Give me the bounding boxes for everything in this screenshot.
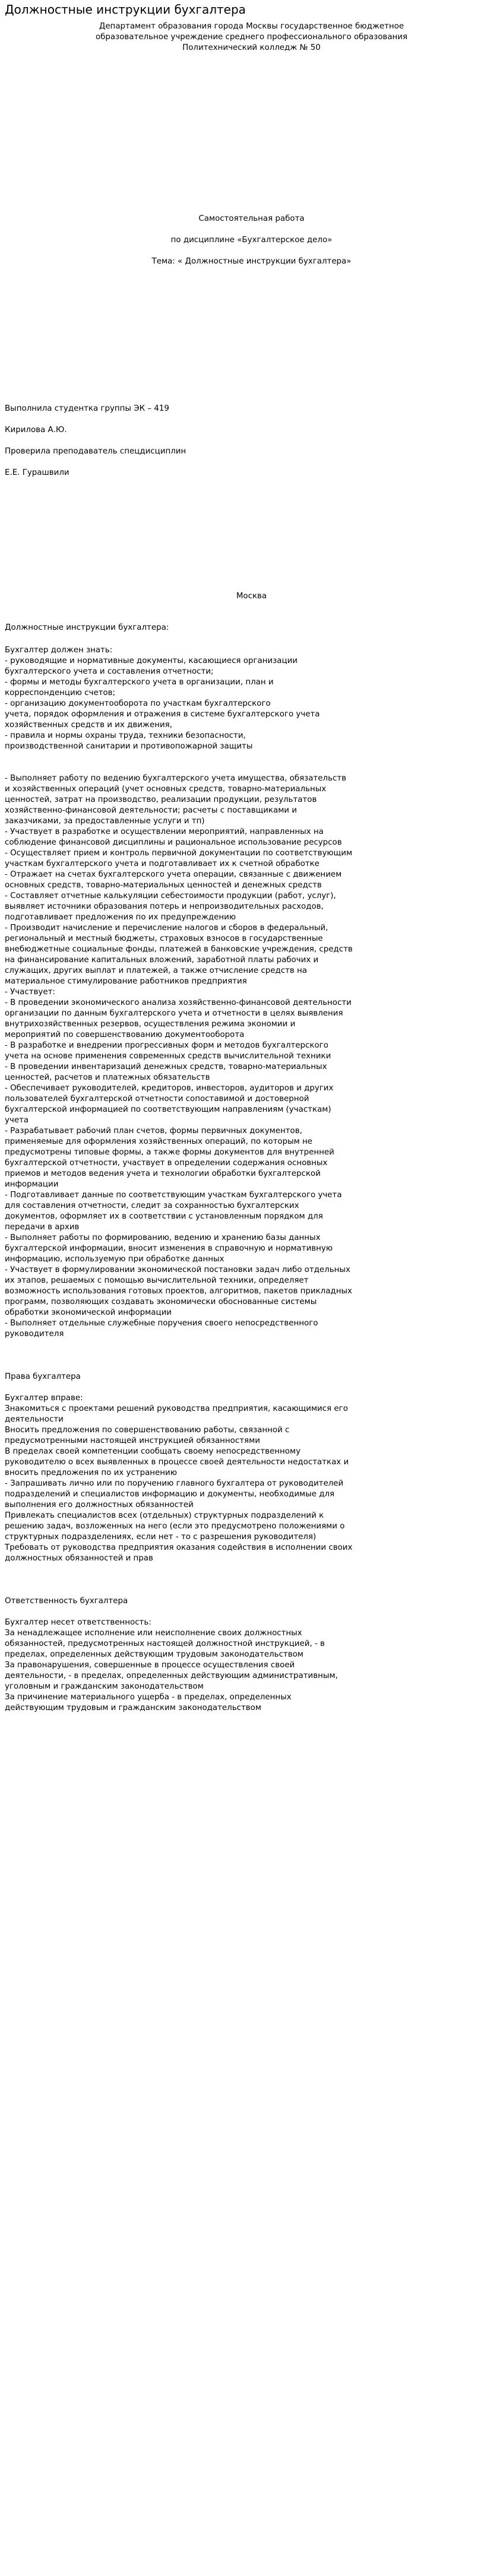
- knowledge-lead: Бухгалтер должен знать:: [5, 646, 113, 655]
- duty-line: информацию, используемую при обработке данных: [5, 1255, 224, 1264]
- responsibility-line: обязанностей, предусмотренных настоящей должностной инструкцией, - в: [5, 1639, 325, 1648]
- duty-line: - Отражает на счетах бухгалтерского учета операции, связанные с движением: [5, 870, 342, 879]
- duty-line: учета на основе применения современных средств вычислительной техники: [5, 1052, 331, 1061]
- duty-line: - Составляет отчетные калькуляции себестоимости продукции (работ, услуг),: [5, 892, 336, 900]
- knowledge-line: бухгалтерского учета и составления отчетности;: [5, 667, 214, 676]
- duty-line: возможность использования готовых проектов, алгоритмов, пакетов прикладных: [5, 1287, 352, 1296]
- duty-line: пользователей бухгалтерской отчетности сопоставимой и достоверной: [5, 1095, 309, 1103]
- duty-line: документов, оформляет их в соответствии с установленным порядком для: [5, 1212, 323, 1221]
- document-heading: Должностные инструкции бухгалтера:: [5, 623, 169, 632]
- right-line: руководителю о всех выявленных в процессе своей деятельности недостатках и: [5, 1458, 349, 1467]
- right-line: выполнения его должностных обязанностей: [5, 1500, 194, 1509]
- duty-line: - Производит начисление и перечисление налогов и сборов в федеральный,: [5, 924, 328, 932]
- title-block: [5, 214, 498, 267]
- knowledge-line: производственной санитарии и противопожарной защиты: [5, 742, 253, 751]
- right-line: деятельности: [5, 1415, 64, 1424]
- responsibility-section: [5, 1596, 498, 1714]
- duty-line: региональный и местный бюджеты, страховых взносов в государственные: [5, 934, 323, 943]
- duty-line: внутрихозяйственных резервов, осуществления режима экономии и: [5, 1020, 296, 1029]
- work-type: Самостоятельная работа: [198, 214, 305, 223]
- duty-line: мероприятий по совершенствованию документооборота: [5, 1030, 245, 1039]
- duty-line: руководителя: [5, 1330, 64, 1338]
- duty-line: - Участвует в разработке и осуществлении мероприятий, направленных на: [5, 827, 324, 836]
- responsibility-line: уголовным и гражданским законодательством: [5, 1682, 204, 1691]
- right-line: вносить предложения по их устранению: [5, 1468, 178, 1477]
- duty-line: информации: [5, 1180, 59, 1189]
- duty-line: выявляет источники образования потерь и непроизводительных расходов,: [5, 902, 324, 911]
- topic: Тема: « Должностные инструкции бухгалтера»: [151, 257, 352, 266]
- right-line: В пределах своей компетенции сообщать своему непосредственному: [5, 1447, 301, 1456]
- duty-line: ценностей, расчетов и платежных обязательств: [5, 1073, 210, 1082]
- organization-line: Политехнический колледж № 50: [182, 43, 321, 52]
- right-line: подразделений и специалистов информацию и документы, необходимые для: [5, 1490, 335, 1499]
- rights-lead: Бухгалтер вправе:: [5, 1394, 83, 1403]
- duty-line: участкам бухгалтерского учета и подготавливает их к счетной обработке: [5, 859, 319, 868]
- duty-line: бухгалтерской информацией по соответствующим направлениям (участкам): [5, 1105, 331, 1114]
- duty-line: - Разрабатывает рабочий план счетов, формы первичных документов,: [5, 1127, 302, 1135]
- duty-line: бухгалтерской информации, вносит изменения в справочную и нормативную: [5, 1244, 333, 1253]
- right-line: Знакомиться с проектами решений руководства предприятия, касающимися его: [5, 1404, 348, 1413]
- duty-line: хозяйственно-финансовой деятельности; расчеты с поставщиками и: [5, 806, 297, 815]
- duty-line: - Участвует в формулировании экономической постановки задач либо отдельных: [5, 1265, 350, 1274]
- duties-list: [5, 773, 498, 1340]
- duty-line: - Выполняет работы по формированию, ведению и хранению базы данных: [5, 1233, 321, 1242]
- duty-line: передачи в архив: [5, 1223, 80, 1232]
- responsibility-line: действующим трудовым и гражданским законодательством: [5, 1703, 261, 1712]
- right-line: должностных обязанностей и прав: [5, 1554, 153, 1563]
- checked-by: Проверила преподаватель спецдисциплин: [5, 447, 186, 456]
- duty-line: их этапов, решаемых с помощью вычислительной техники, определяет: [5, 1276, 309, 1285]
- duty-line: обработки экономической информации: [5, 1308, 172, 1317]
- knowledge-line: - формы и методы бухгалтерского учета в организации, план и: [5, 678, 274, 687]
- rights-title: Права бухгалтера: [5, 1372, 81, 1381]
- rights-list: [5, 1404, 498, 1564]
- responsibility-line: За правонарушения, совершенные в процессе осуществления своей: [5, 1661, 295, 1670]
- duty-line: - Подготавливает данные по соответствующим участкам бухгалтерского учета: [5, 1191, 342, 1200]
- duty-line: - Осуществляет прием и контроль первичной документации по соответствующим: [5, 849, 353, 858]
- duty-line: - В разработке и внедрении прогрессивных форм и методов бухгалтерского: [5, 1041, 328, 1050]
- responsibility-line: пределах, определенных действующим трудовым законодательством: [5, 1650, 303, 1659]
- duties-section: [5, 773, 498, 1340]
- responsibility-lead: Бухгалтер несет ответственность:: [5, 1618, 151, 1627]
- document-page: [0, 2, 503, 1714]
- discipline: по дисциплине «Бухгалтерское дело»: [170, 236, 333, 245]
- duty-line: - Участвует:: [5, 988, 55, 997]
- right-line: структурных подразделениях, если нет - то с разрешения руководителя): [5, 1533, 317, 1541]
- responsibility-line: За причинение материального ущерба - в пределах, определенных: [5, 1693, 292, 1702]
- duty-line: приемов и методов ведения учета и технологии обработки бухгалтерской: [5, 1169, 321, 1178]
- right-line: предусмотренными настоящей инструкцией обязанностями: [5, 1436, 260, 1445]
- responsibility-list: [5, 1628, 498, 1714]
- duty-line: для составления отчетности, следит за сохранностью бухгалтерских: [5, 1201, 299, 1210]
- organization-line: образовательное учреждение среднего профессионального образования: [95, 33, 408, 42]
- duty-line: материальное стимулирование работников предприятия: [5, 977, 247, 986]
- student-name: Кирилова А.Ю.: [5, 426, 67, 434]
- responsibility-line: За ненадлежащее исполнение или неисполнение своих должностных: [5, 1629, 302, 1638]
- city: Москва: [236, 592, 267, 601]
- duty-line: организации по данным бухгалтерского учета и отчетности в целях выявления: [5, 1009, 343, 1018]
- duty-line: бухгалтерской отчетности, участвует в определении содержания основных: [5, 1159, 328, 1168]
- duty-line: - Обеспечивает руководителей, кредиторов, инвесторов, аудиторов и других: [5, 1084, 334, 1093]
- right-line: Вносить предложения по совершенствованию работы, связанной с: [5, 1426, 290, 1435]
- knowledge-line: - организацию документооборота по участкам бухгалтерского: [5, 699, 271, 708]
- duty-line: внебюджетные социальные фонды, платежей в банковские учреждения, средств: [5, 945, 353, 954]
- duty-line: предусмотрены типовые формы, а также формы документов для внутренней: [5, 1148, 334, 1157]
- page-title: Должностные инструкции бухгалтера: [5, 2, 246, 17]
- teacher-name: Е.Е. Гурашвили: [5, 468, 69, 477]
- organization-line: Департамент образования города Москвы государственное бюджетное: [99, 22, 404, 31]
- knowledge-line: - руководящие и нормативные документы, касающиеся организации: [5, 656, 298, 665]
- knowledge-list: [5, 656, 498, 752]
- duty-line: служащих, других выплат и платежей, а также отчисление средств на: [5, 966, 308, 975]
- right-line: Привлекать специалистов всех (отдельных) структурных подразделений к: [5, 1511, 324, 1520]
- duty-line: основных средств, товарно-материальных ценностей и денежных средств: [5, 881, 322, 890]
- duty-line: заказчиками, за предоставленные услуги и тп): [5, 817, 205, 826]
- duty-line: на финансирование капитальных вложений, заработной платы рабочих и: [5, 956, 319, 965]
- duty-line: подготавливает предложения по их предупреждению: [5, 913, 236, 922]
- duty-line: программ, позволяющих создавать экономически обоснованные системы: [5, 1297, 317, 1306]
- duty-line: ценностей, затрат на производство, реализации продукции, результатов: [5, 795, 317, 804]
- rights-section: [5, 1372, 498, 1564]
- duty-line: - Выполняет отдельные служебные поручения своего непосредственного: [5, 1319, 318, 1328]
- organization-header: [5, 21, 498, 53]
- right-line: - Запрашивать лично или по поручению главного бухгалтера от руководителей: [5, 1479, 344, 1488]
- duty-line: - Выполняет работу по ведению бухгалтерского учета имущества, обязательств: [5, 774, 347, 783]
- right-line: решению задач, возложенных на него (если это предусмотрено положениями о: [5, 1522, 345, 1531]
- duty-line: - В проведении экономического анализа хозяйственно-финансовой деятельности: [5, 998, 352, 1007]
- responsibility-title: Ответственность бухгалтера: [5, 1597, 128, 1606]
- knowledge-line: хозяйственных средств и их движения,: [5, 721, 172, 729]
- knowledge-line: корреспонденцию счетов;: [5, 689, 116, 697]
- knowledge-line: учета, порядок оформления и отражения в системе бухгалтерского учета: [5, 710, 320, 719]
- performed-by: Выполнила студентка группы ЭК – 419: [5, 404, 169, 413]
- responsibility-line: деятельности, - в пределах, определенных действующим административным,: [5, 1671, 338, 1680]
- right-line: Требовать от руководства предприятия оказания содействия в исполнении своих: [5, 1543, 353, 1552]
- knowledge-section: [5, 645, 498, 752]
- duty-line: учета: [5, 1116, 29, 1125]
- author-block: [5, 404, 498, 478]
- knowledge-line: - правила и нормы охраны труда, техники безопасности,: [5, 731, 246, 740]
- duty-line: - В проведении инвентаризаций денежных средств, товарно-материальных: [5, 1062, 327, 1071]
- duty-line: соблюдение финансовой дисциплины и рациональное использование ресурсов: [5, 838, 342, 847]
- duty-line: применяемые для оформления хозяйственных операций, по которым не: [5, 1137, 313, 1146]
- duty-line: и хозяйственных операций (учет основных средств, товарно-материальных: [5, 785, 327, 794]
